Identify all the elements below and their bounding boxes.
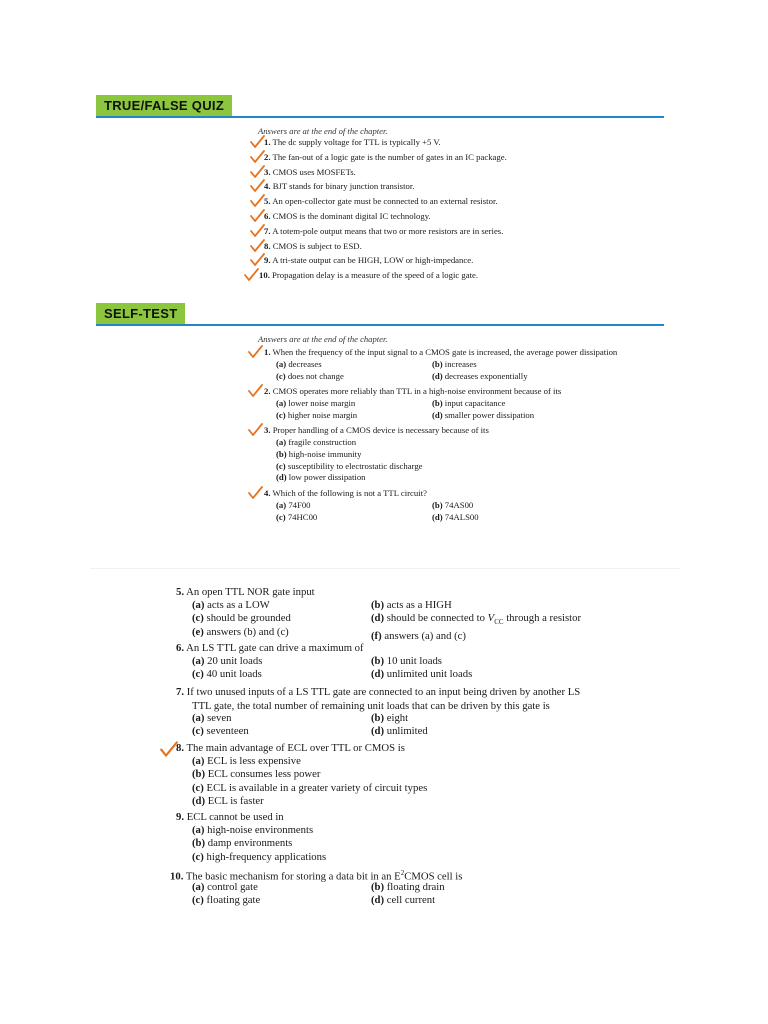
option-c: (c) floating gate xyxy=(192,894,261,907)
true-false-item: 2. The fan-out of a logic gate is the number of gates in an IC package. xyxy=(264,151,507,162)
check-mark-icon xyxy=(250,253,265,266)
option-b: (b) damp environments xyxy=(192,837,293,850)
question-10: 10. The basic mechanism for storing a data bit in an $E^2CMOS$ cell is xyxy=(170,869,463,883)
self-test-q2-options-left xyxy=(276,398,357,422)
option-b: (b) acts as a HIGH xyxy=(371,599,452,611)
q5-options-right xyxy=(371,599,581,643)
option-d: (d) smaller power dissipation xyxy=(432,409,535,420)
question-6: 6. An LS TTL gate can drive a maximum of xyxy=(176,642,364,654)
true-false-item: 8. CMOS is subject to ESD. xyxy=(264,240,362,251)
q8-options xyxy=(192,755,427,808)
true-false-item: 3. CMOS uses MOSFETs. xyxy=(264,166,356,177)
option-b: (b) floating drain xyxy=(371,881,445,893)
q9-options xyxy=(192,824,326,864)
option-c: (c) does not change xyxy=(276,370,344,381)
check-mark-icon xyxy=(248,345,263,358)
q10-options-right xyxy=(371,881,445,908)
self-test-q1-options-left xyxy=(276,359,344,383)
true-false-item: 7. A totem-pole output means that two or more resistors are in series. xyxy=(264,225,504,236)
option-d: (d) cell current xyxy=(371,894,436,907)
option-a: (a) decreases xyxy=(276,359,322,369)
question-5: 5. An open TTL NOR gate input xyxy=(176,586,315,598)
self-test-q2-options-right xyxy=(432,398,534,422)
check-mark-icon xyxy=(250,179,265,192)
option-e: (e) answers (b) and (c) xyxy=(192,625,289,638)
option-a: (a) lower noise margin xyxy=(276,398,356,408)
true-false-item: 9. A tri-state output can be HIGH, LOW or high-impedance. xyxy=(264,255,474,266)
check-mark-icon xyxy=(250,165,265,178)
option-a: (a) fragile construction xyxy=(276,437,357,447)
option-d: (d) unlimited unit loads xyxy=(371,668,473,681)
self-test-question-1: 1. When the frequency of the input signal to a CMOS gate is increased, the average power dissipation xyxy=(264,347,618,357)
self-test-q4-options-right xyxy=(432,500,479,524)
option-f: (f) answers (a) and (c) xyxy=(371,629,466,642)
option-a: (a) control gate xyxy=(192,881,258,893)
option-c: (c) high-frequency applications xyxy=(192,850,327,863)
check-mark-icon xyxy=(248,384,263,397)
self-test-question-3: 3. Proper handling of a CMOS device is necessary because of its xyxy=(264,425,489,435)
option-a: (a) high-noise environments xyxy=(192,824,314,836)
option-d: (d) 74ALS00 xyxy=(432,511,479,522)
page-divider xyxy=(90,568,680,569)
q5-options-left xyxy=(192,599,291,639)
check-mark-icon xyxy=(250,150,265,163)
true-false-item: 5. An open-collector gate must be connected to an external resistor. xyxy=(264,196,498,207)
option-a: (a) seven xyxy=(192,712,232,724)
self-test-intro: Answers are at the end of the chapter. xyxy=(258,334,388,344)
option-c: (c) should be grounded xyxy=(192,612,291,625)
true-false-rule xyxy=(96,116,664,118)
self-test-question-4: 4. Which of the following is not a TTL circuit? xyxy=(264,488,427,498)
true-false-item: 6. CMOS is the dominant digital IC technology. xyxy=(264,211,431,221)
option-b: (b) increases xyxy=(432,359,477,369)
option-c: (c) 74HC00 xyxy=(276,511,318,522)
option-a: (a) ECL is less expensive xyxy=(192,755,301,767)
question-7: 7. If two unused inputs of a LS TTL gate are connected to an input being driven by another LS TTL gate, the total number of remaining unit loads that can be driven by this gate is xyxy=(176,686,581,712)
true-false-intro: Answers are at the end of the chapter. xyxy=(258,126,388,136)
question-8: 8. The main advantage of ECL over TTL or CMOS is xyxy=(176,742,405,754)
self-test-q1-options-right xyxy=(432,359,528,383)
option-c: (c) higher noise margin xyxy=(276,409,358,420)
check-mark-icon xyxy=(250,194,265,207)
option-b: (b) eight xyxy=(371,712,409,724)
option-d: (d) ECL is faster xyxy=(192,794,264,807)
check-mark-icon xyxy=(248,486,263,499)
option-c: (c) susceptibility to electrostatic discharge xyxy=(276,460,423,471)
self-test-heading: SELF-TEST xyxy=(96,303,185,325)
check-mark-icon xyxy=(250,239,265,252)
option-c: (c) seventeen xyxy=(192,725,249,738)
q10-options-left xyxy=(192,881,260,908)
check-mark-icon xyxy=(250,209,265,222)
true-false-item: 4. BJT stands for binary junction transistor. xyxy=(264,181,415,192)
option-a: (a) 74F00 xyxy=(276,500,311,510)
option-c: (c) ECL is available in a greater variety of circuit types xyxy=(192,781,428,794)
check-mark-icon xyxy=(244,268,259,281)
option-d: (d) low power dissipation xyxy=(276,472,366,483)
self-test-rule xyxy=(96,324,664,326)
true-false-item: 1. The dc supply voltage for TTL is typically +5 V. xyxy=(264,137,441,147)
true-false-heading: TRUE/FALSE QUIZ xyxy=(96,95,232,117)
check-mark-icon xyxy=(250,224,265,237)
question-9: 9. ECL cannot be used in xyxy=(176,811,284,823)
true-false-item: 10. Propagation delay is a measure of the speed of a logic gate. xyxy=(259,270,479,281)
self-test-heading-block xyxy=(96,303,664,329)
self-test-question-2: 2. CMOS operates more reliably than TTL in a high-noise environment because of its xyxy=(264,386,562,396)
option-a: (a) 20 unit loads xyxy=(192,655,263,667)
option-d: (d) unlimited xyxy=(371,725,428,738)
option-c: (c) 40 unit loads xyxy=(192,668,262,681)
q7-options-left xyxy=(192,712,249,739)
self-test-q4-options-left xyxy=(276,500,317,524)
option-b: (b) input capacitance xyxy=(432,398,506,408)
true-false-heading-block xyxy=(96,95,664,121)
q7-options-right xyxy=(371,712,428,739)
self-test-q3-options xyxy=(276,437,423,484)
option-b: (b) 74AS00 xyxy=(432,500,474,510)
check-mark-icon xyxy=(250,135,265,148)
option-d: (d) should be connected to $V_{CC}$ through a resistor xyxy=(371,612,581,627)
q6-options-left xyxy=(192,655,262,682)
option-d: (d) decreases exponentially xyxy=(432,370,528,381)
option-a: (a) acts as a LOW xyxy=(192,599,270,611)
option-b: (b) high-noise immunity xyxy=(276,448,362,459)
q6-options-right xyxy=(371,655,472,682)
check-mark-icon xyxy=(248,423,263,436)
option-b: (b) 10 unit loads xyxy=(371,655,442,667)
option-b: (b) ECL consumes less power xyxy=(192,768,321,781)
